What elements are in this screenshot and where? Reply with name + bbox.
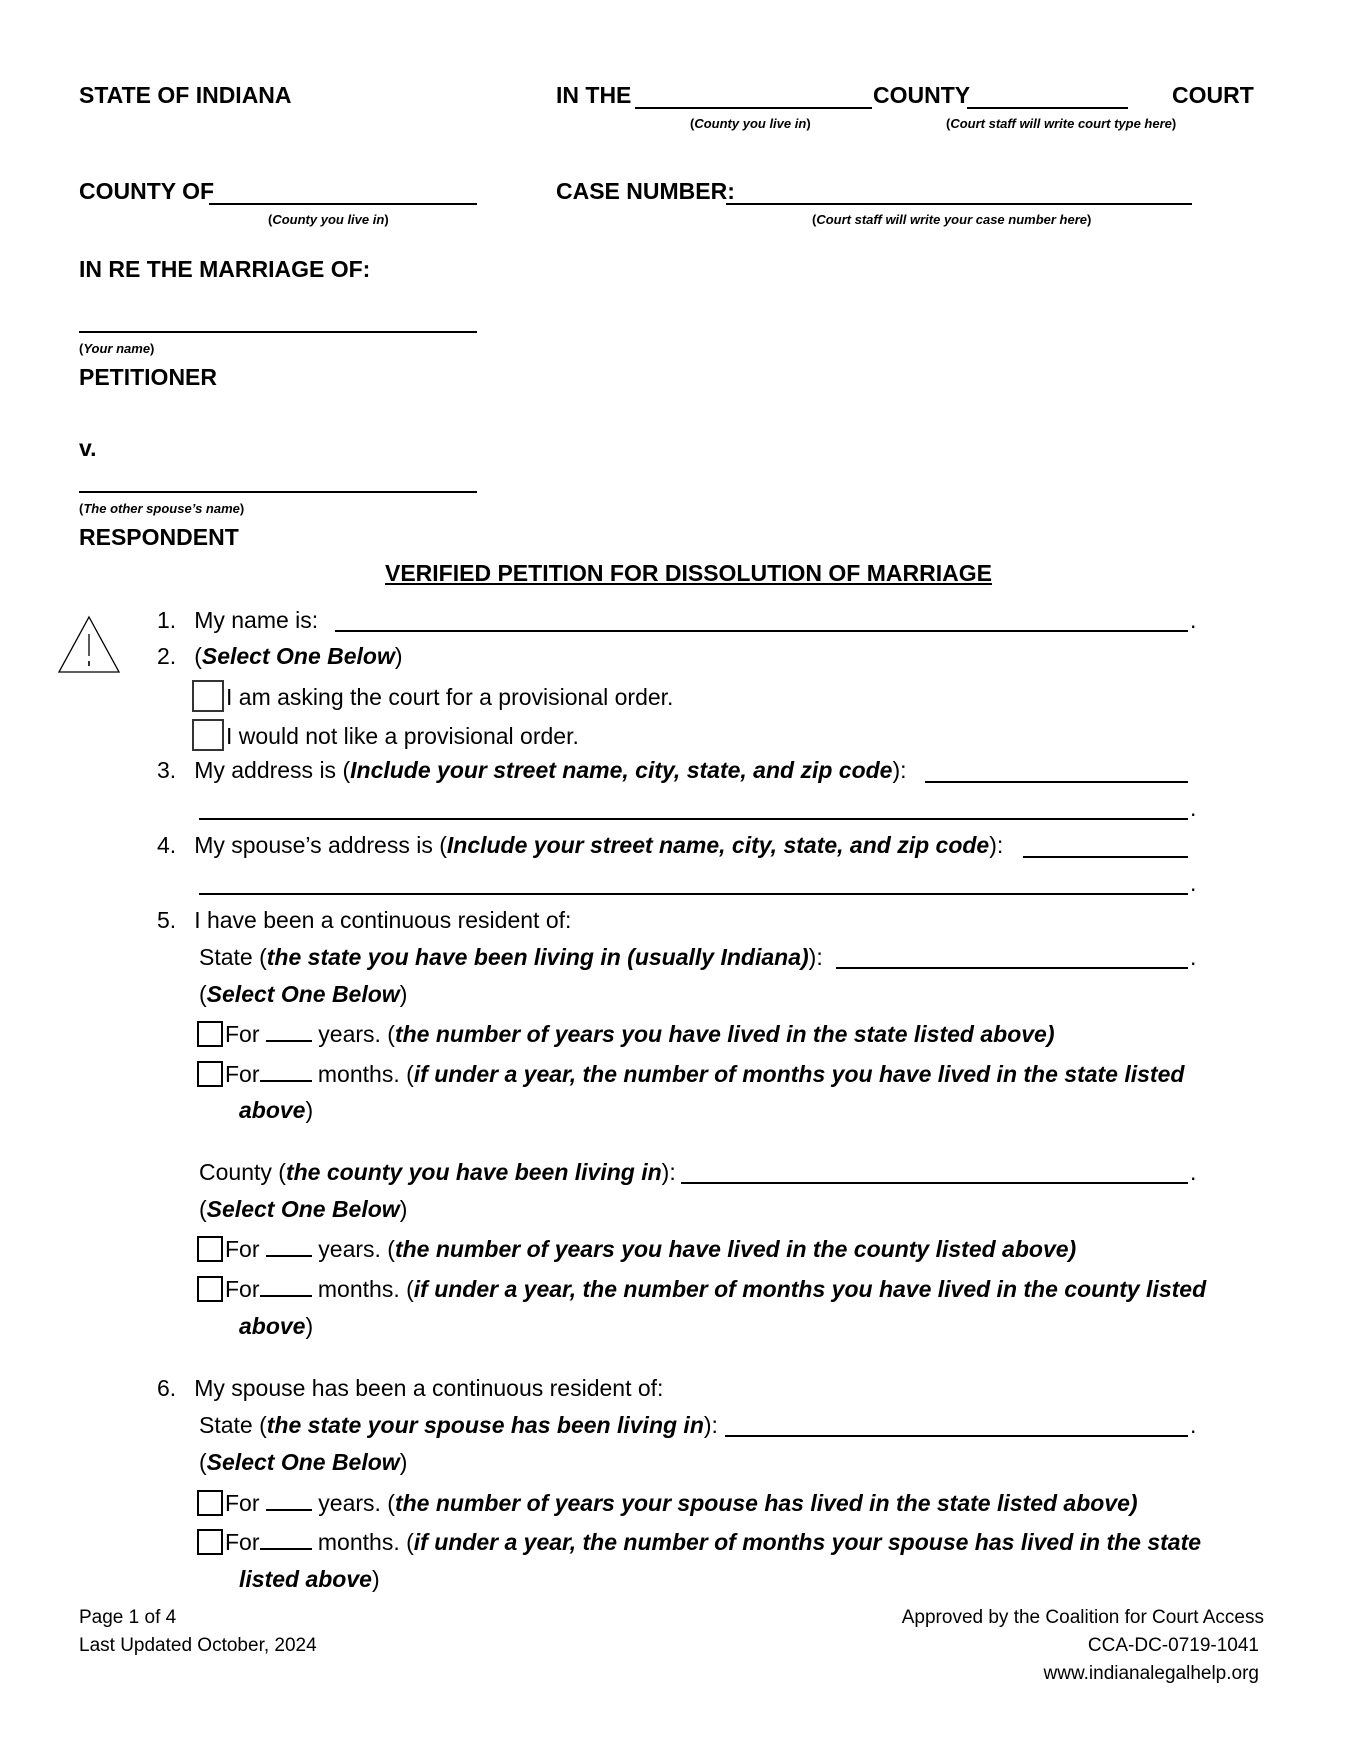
option-state-5-months[interactable]: For months. (if under a year, the number of months you have lived in the state listed [197, 1061, 1184, 1087]
state-5-field[interactable] [836, 967, 1188, 969]
state-6-field[interactable] [725, 1435, 1188, 1437]
my-address-field-line1[interactable] [925, 781, 1188, 783]
spouse-address-field-line2[interactable] [199, 893, 1188, 895]
item-text: My name is: [194, 607, 319, 633]
in-re-label: IN RE THE MARRIAGE OF: [79, 256, 371, 282]
county-5-field[interactable] [681, 1182, 1188, 1184]
in-the-label: IN THE [556, 82, 632, 108]
period: . [1190, 944, 1197, 970]
county-of-label: COUNTY OF [79, 178, 215, 204]
state-6-months-input[interactable] [260, 1530, 312, 1550]
approved-by: Approved by the Coalition for Court Access [901, 1607, 1264, 1628]
item-number: 2. [157, 643, 177, 669]
county-5-months-input[interactable] [260, 1277, 312, 1297]
item-5: 5. I have been a continuous resident of: [157, 907, 572, 933]
period: . [1190, 870, 1197, 896]
my-name-field[interactable] [335, 630, 1188, 632]
item-3: 3. My address is (Include your street name, city, state, and zip code): [157, 757, 907, 783]
above-5a: above) [239, 1097, 314, 1123]
select-one-5a: (Select One Below) [199, 981, 408, 1007]
item-number: 5. [157, 907, 177, 933]
county-residence-5: County (the county you have been living in): [199, 1159, 676, 1185]
county-word: COUNTY [873, 82, 971, 108]
county-5-years-checkbox[interactable] [197, 1236, 223, 1262]
versus-label: v. [79, 435, 97, 461]
item-1 [157, 609, 318, 632]
select-one-label: Select One Below [201, 643, 395, 669]
county-caption: (County you live in) [690, 116, 811, 131]
period: . [1190, 1412, 1197, 1438]
respondent-label: RESPONDENT [79, 524, 239, 550]
page-number: Page 1 of 4 [79, 1607, 177, 1628]
state-5-months-input[interactable] [260, 1062, 312, 1082]
listed-above-6: listed above) [239, 1566, 380, 1592]
item-number: 4. [157, 832, 177, 858]
website-link[interactable]: www.indianalegalhelp.org [1043, 1663, 1259, 1684]
county-5-months-checkbox[interactable] [197, 1276, 223, 1302]
state-residence-5: State (the state you have been living in (usually Indiana)): [199, 944, 823, 970]
option-county-5-months[interactable]: For months. (if under a year, the number of months you have lived in the county listed [197, 1276, 1206, 1302]
item-6: 6. My spouse has been a continuous resident of: [157, 1375, 664, 1401]
case-number-label: CASE NUMBER: [556, 178, 735, 204]
state-6-years-input[interactable] [266, 1491, 312, 1511]
spouse-address-field-line1[interactable] [1023, 856, 1188, 858]
county-court-field[interactable] [635, 107, 872, 109]
court-word: COURT [1172, 82, 1254, 108]
petitioner-label: PETITIONER [79, 364, 218, 390]
select-one-6: (Select One Below) [199, 1449, 408, 1475]
county-of-field[interactable] [209, 203, 477, 205]
period: . [1190, 607, 1197, 633]
option-state-5-years[interactable]: For years. (the number of years you have lived in the state listed above) [197, 1021, 1055, 1047]
my-address-field-line2[interactable] [199, 818, 1188, 820]
document-title: VERIFIED PETITION FOR DISSOLUTION OF MARRIAGE [385, 560, 992, 586]
item-2: 2. (Select One Below) [157, 643, 403, 669]
period: . [1190, 1159, 1197, 1185]
petitioner-name-field[interactable] [79, 331, 477, 333]
option-provisional-no[interactable]: I would not like a provisional order. [192, 719, 579, 751]
other-name-caption: (The other spouse’s name) [79, 501, 245, 516]
court-type-field[interactable] [967, 107, 1128, 109]
respondent-name-field[interactable] [79, 491, 477, 493]
state-residence-6: State (the state your spouse has been living in): [199, 1412, 718, 1438]
option-county-5-years[interactable]: For years. (the number of years you have lived in the county listed above) [197, 1236, 1076, 1262]
county-5-years-input[interactable] [266, 1237, 312, 1257]
option-provisional-yes[interactable]: I am asking the court for a provisional order. [192, 680, 673, 712]
item-number: 6. [157, 1375, 177, 1401]
form-id: CCA-DC-0719-1041 [1087, 1635, 1259, 1656]
state-5-years-checkbox[interactable] [197, 1021, 223, 1047]
provisional-yes-checkbox[interactable] [192, 680, 224, 712]
state-5-years-input[interactable] [266, 1022, 312, 1042]
last-updated: Last Updated October, 2024 [79, 1635, 317, 1656]
court-caption: (Court staff will write court type here) [946, 116, 1177, 131]
state-6-years-checkbox[interactable] [197, 1490, 223, 1516]
provisional-no-checkbox[interactable] [192, 719, 224, 751]
item-number: 1. [157, 607, 177, 633]
case-number-caption: (Court staff will write your case number here) [812, 212, 1092, 227]
state-6-months-checkbox[interactable] [197, 1529, 223, 1555]
above-5b: above) [239, 1313, 314, 1339]
option-state-6-months[interactable]: For months. (if under a year, the number of months your spouse has lived in the state [197, 1529, 1201, 1555]
state-label: STATE OF INDIANA [79, 82, 292, 108]
state-5-months-checkbox[interactable] [197, 1061, 223, 1087]
county-of-caption: (County you live in) [268, 212, 389, 227]
item-4: 4. My spouse’s address is (Include your street name, city, state, and zip code): [157, 832, 1004, 858]
item-number: 3. [157, 757, 177, 783]
warning-icon [57, 614, 121, 674]
case-number-field[interactable] [726, 203, 1192, 205]
your-name-caption: (Your name) [79, 341, 155, 356]
select-one-5b: (Select One Below) [199, 1196, 408, 1222]
option-state-6-years[interactable]: For years. (the number of years your spouse has lived in the state listed above) [197, 1490, 1138, 1516]
period: . [1190, 795, 1197, 821]
